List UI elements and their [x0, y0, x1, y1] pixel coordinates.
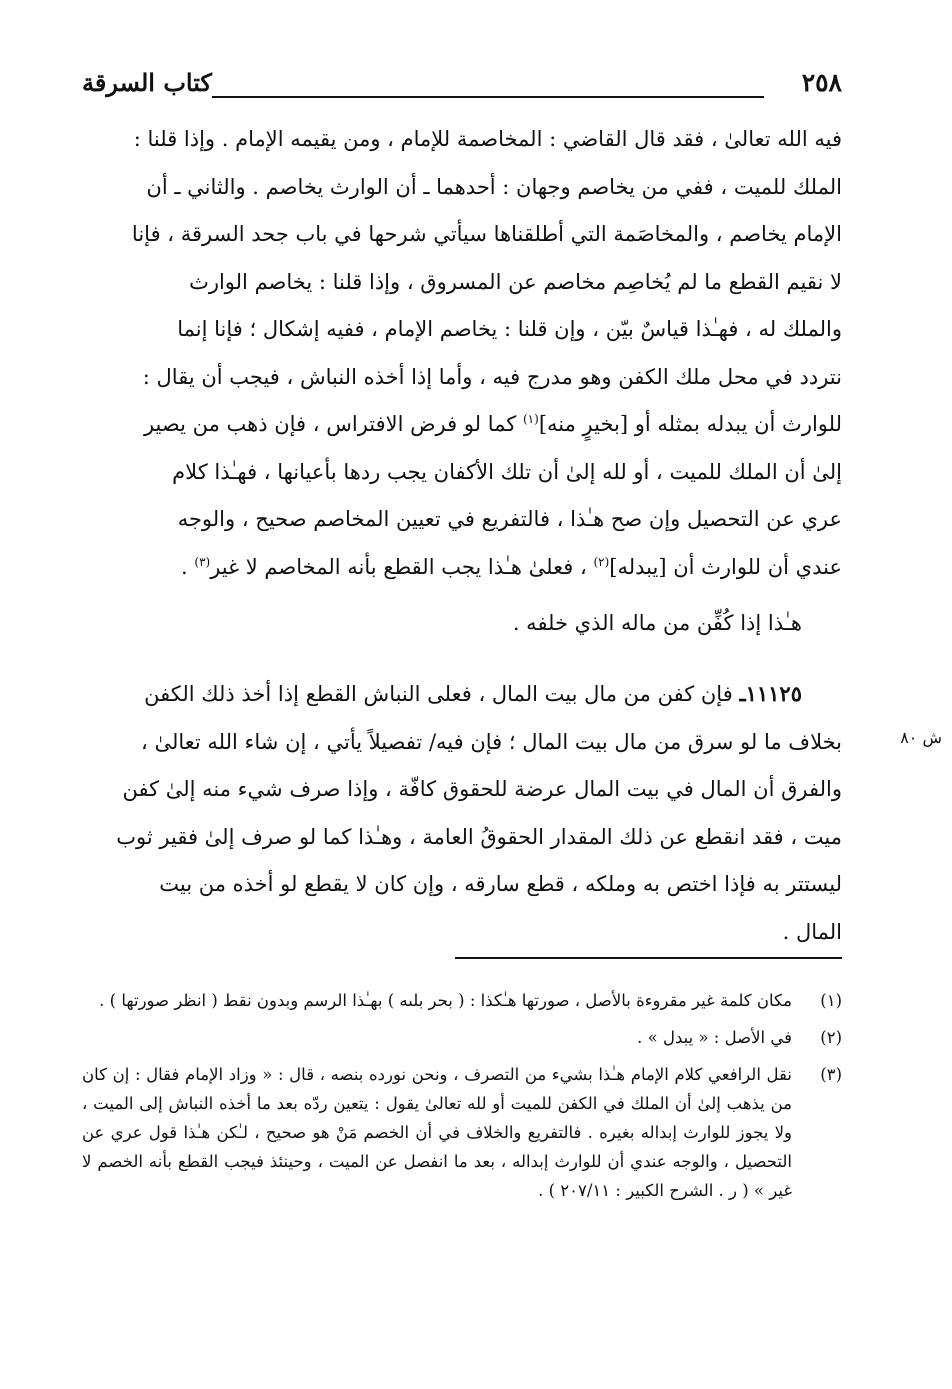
- footnote-3: [82, 1060, 842, 1205]
- text-line: إلىٰ أن الملك للميت ، أو لله إلىٰ أن تلك الأكفان يجب ردها بأعيانها ، فهـٰذا كلام: [172, 459, 842, 484]
- footnote-text: في الأصل : « يبدل » .: [637, 1028, 792, 1047]
- footnote-number: (٢): [820, 1028, 842, 1047]
- footnote-ref-3[interactable]: (٣): [194, 554, 211, 569]
- header-rule: [212, 96, 764, 98]
- text-line: والفرق أن المال في بيت المال عرضة للحقوق كافّة ، وإذا صرف شيء منه إلىٰ كفن: [122, 777, 842, 801]
- footnote-text: مكان كلمة غير مقروءة بالأصل ، صورتها هـٰكذا : ( بحر بلىه ) بهـٰذا الرسم وبدون نقط ( انظر صورتها ) .: [99, 991, 792, 1010]
- text-line: [82, 401, 842, 449]
- manuscript-folio-marker: ش ٨٠: [900, 728, 942, 747]
- paragraph-1: [82, 116, 842, 591]
- footnote-separator: [455, 957, 842, 959]
- text-segment: .: [181, 554, 195, 579]
- text-line: فيه الله تعالىٰ ، فقد قال القاضي : المخاصمة للإمام ، ومن يقيمه الإمام . وإذا قلنا :: [133, 127, 842, 151]
- text-line: هـٰذا إذا كُفِّن من ماله الذي خلفه .: [512, 611, 802, 635]
- footnote-text: نقل الرافعي كلام الإمام هـٰذا بشيء من التصرف ، ونحن نورده بنصه ، قال : « وزاد الإمام فقال : إن كان من يذهب إلىٰ أن الملك في الكفن للميت أو لله تعالىٰ يقول : يتعين ردّه بعد ما أخذه النباش إلى الميت ، ولا يجوز للوارث إبداله بغيره . فالتفريع والخلاف في أن الخصم مَنْ هو صحيح ، لـٰكن هـٰذا قول عري عن التحصيل ، والوجه عندي أن للوارث إبداله ، بعد ما انفصل عن الميت ، وحينئذ فيجب القطع بأنه الخصم لا غير » ( ر . الشرح الكبير : ٢٠٧/١١ ) .: [82, 1065, 792, 1200]
- footnote-number: (٣): [820, 1065, 842, 1084]
- footnotes: [82, 986, 842, 1213]
- footnote-1: [82, 986, 842, 1015]
- text-line: بخلاف ما لو سرق من مال بيت المال ؛ فإن فيه/ تفصيلاً يأتي ، إن شاء الله تعالىٰ ،: [141, 729, 842, 754]
- page-number: ٢٥٨: [801, 68, 842, 97]
- footnote-2: [82, 1023, 842, 1052]
- footnote-ref-1[interactable]: (١): [522, 412, 539, 426]
- text-segment: كما لو فرض الافتراس ، فإن ذهب من يصير: [143, 412, 517, 436]
- text-line: عري عن التحصيل وإن صح هـٰذا ، فالتفريع في تعيين المخاصم صحيح ، والوجه: [177, 507, 842, 531]
- text-line: ليستتر به فإذا اختص به وملكه ، قطع سارقه ، وإن كان لا يقطع لو أخذه من بيت: [159, 872, 842, 896]
- text-line: والملك له ، فهـٰذا قياسٌ بيّن ، وإن قلنا : يخاصم الإمام ، ففيه إشكال ؛ فإنا إنما: [177, 317, 842, 341]
- text-line: [82, 544, 842, 592]
- paragraph-3: [82, 670, 842, 956]
- text-line: ميت ، فقد انقطع عن ذلك المقدار الحقوقُ العامة ، وهـٰذا كما لو صرف إلىٰ فقير ثوب: [116, 824, 842, 849]
- text-segment: فإن كفن من مال بيت المال ، فعلى النباش القطع إذا أخذ ذلك الكفن: [144, 682, 733, 706]
- paragraph-2: [82, 600, 842, 648]
- text-line: [82, 670, 842, 719]
- text-segment: ، فعلىٰ هـٰذا يجب القطع بأنه المخاصم لا غير: [210, 554, 587, 579]
- text-line: نتردد في محل ملك الكفن وهو مدرج فيه ، وأما إذا أخذه النباش ، فيجب أن يقال :: [142, 364, 842, 389]
- text-line: المال .: [782, 919, 842, 944]
- footnote-number: (١): [820, 991, 842, 1010]
- text-line: لا نقيم القطع ما لم يُخاصِم مخاصم عن المسروق ، وإذا قلنا : يخاصم الوارث: [189, 269, 842, 294]
- page-header: [82, 68, 842, 108]
- text-line: الملك للميت ، ففي من يخاصم وجهان : أحدهما ـ أن الوارث يخاصم . والثاني ـ أن: [146, 174, 842, 199]
- section-number: ١١١٢٥ـ: [739, 681, 802, 706]
- footnote-ref-2[interactable]: (٢): [593, 554, 610, 569]
- text-line: الإمام يخاصم ، والمخاصَمة التي أطلقناها سيأتي شرحها في باب جحد السرقة ، فإنا: [131, 222, 842, 246]
- text-segment: عندي أن للوارث أن [يبدله]: [609, 554, 842, 579]
- text-segment: للوارث أن يبدله بمثله أو [بخيرٍ منه]: [538, 412, 842, 436]
- running-title: كتاب السرقة: [82, 68, 212, 97]
